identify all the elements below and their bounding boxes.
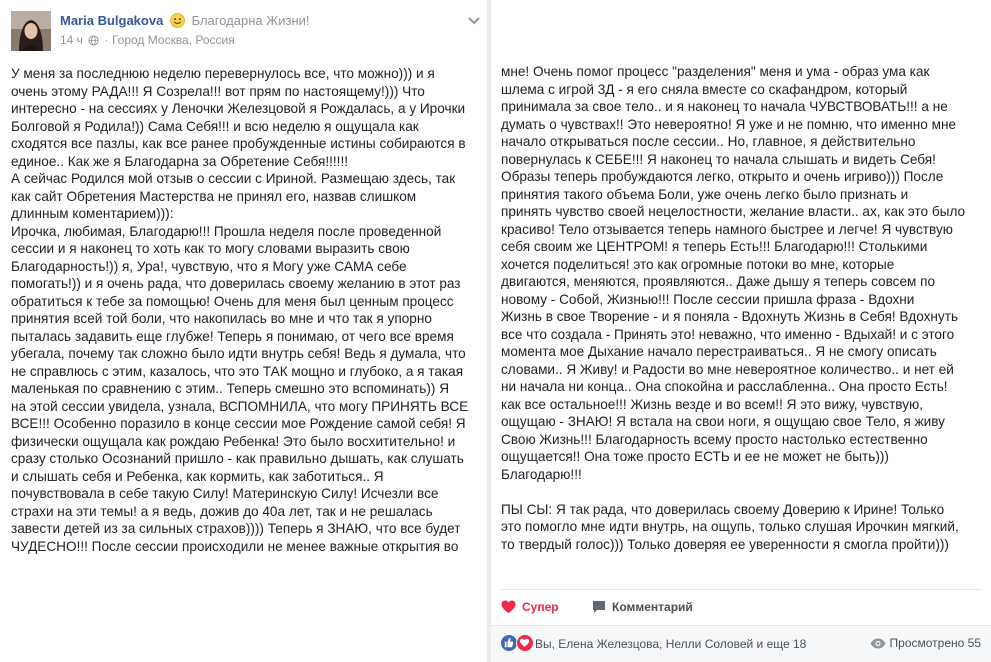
post-header [11,11,481,53]
comment-button[interactable] [592,596,693,618]
author-name[interactable]: Maria Bulgakova [60,13,164,28]
chevron-down-icon[interactable] [467,13,481,23]
like-label: Супер [522,600,559,614]
comment-icon [592,600,606,614]
author-line [60,13,310,31]
reaction-icons[interactable] [500,634,538,652]
post-left-column [0,0,487,662]
divider [501,589,981,590]
post-time[interactable]: 14 ч [60,33,83,47]
post-location[interactable]: Город Москва, Россия [111,33,235,47]
view-count-label: Просмотрено 55 [889,636,981,650]
post-meta: 14 ч · Город Москва, Россия [60,33,235,47]
heart-icon [501,600,516,614]
love-reaction-icon [516,634,534,652]
author-avatar[interactable] [11,11,51,51]
post-body-part-2: мне! Очень помог процесс "разделения" меня и ума - образ ума как шлема с игрой 3Д - я его сняла вместе со скафандром, который принимала за свое тело.. и я наконец то начала ЧУВСТВОВАТЬ!!! а не думать о чувствах!! Это невероятно! Я уже и не помню, что именно мне начало открываться после сессии.. Но, главное, я действительно повернулась к СЕБЕ!!! Я наконец то начала слышать и видеть Себя! Образы теперь пробуждаются легко, открыто и очень игриво))) После принятия такого объема Боли, уже очень легко было признать и принять чувство своей нецелостности, желание власти.. ах, как это было красиво! Тело отзывается теперь намного быстрее и легче! Я чувствую себя своим же ЦЕНТРОМ! я теперь Есть!!! Благодарю!!! Столькими хочется поделиться! это как огромные потоки во мне, которые двигаются, меняются, проявляются.. Даже дышу я теперь совсем по новому - Собой, Жизнью!!! После сессии пришла фраза - Вдохни Жизнь в свое Творение - и я поняла - Вдохнуть Жизнь в Себя! Вдохнуть все что создала - Принять это! неважно, что именно - Вдыхай! и с этого момента мое Дыхание начало перестраиваться.. Я не смогу описать словами.. Я Живу! и Радости во мне невероятное количество.. и нет ей ни начала ни конца.. Она спокойна и расслабленна.. Она просто Есть! как все остальное!!! Жизнь везде и во всем!! Я это вижу, чувствую, ощущаю - ЗНАЮ! Я встала на свои ноги, я ощущаю свое Тело, я живу Свою Жизнь!!! Благодарность всему просто настолько естественно ощущается!! Она тоже просто ЕСТЬ и ее не может не быть))) Благодарю!!! ПЫ СЫ: Я так рада, что доверилась своему Доверию к Ирине! Только это помогло мне идти внутрь, на ощупь, только слушая Ирочкин мягкий, то твердый голос))) Только доверяя ее уверенности я смогла пройти))) [501,64,966,552]
eye-icon [870,638,886,649]
smile-emoji-icon [170,13,185,31]
globe-icon [88,35,99,49]
reactions-bar [491,625,991,662]
post-body-part-1: У меня за последнюю неделю перевернулось все, что можно))) и я очень этому РАДА!!! Я Созрела!!! вот прям по настоящему!))) Что интересно - на сессиях у Леночки Железцовой я Рождалась, а у Ирочки Болговой я Родила!)) Сама Себя!!! и всю неделю я ощущала как сходятся все пазлы, как все ранее пробужденные истины собираются в единое.. Как же я Благодарна за Обретение Себя!!!!!! А сейчас Родился мой отзыв о сессии с Ириной. Размещаю здесь, так как сайт Обретения Мастерства не принял его, назвав слишком длинным коментарием))): Ирочка, любимая, Благодарю!!! Прошла неделя после проведенной сессии и я наконец то хоть как то могу словами выразить свою Благодарность!)) я, Ура!, чувствую, что я Могу уже САМА себе помогать!)) и я очень рада, что доверилась своему желанию в этот раз обратиться к тебе за помощью! Очень для меня был ценным процесс принятия всей той боли, что накопилась во мне и что так я упорно пыталась задавить еще глубже! Теперь я понимаю, от чего все время убегала, почему так сложно было идти внутрь себя! Ведь я думала, что не справлюсь с этим, казалось, что это ТАК мощно и глубоко, а я такая маленькая по сравнению с этим.. Теперь смешно это вспоминать)) Я на этой сессии увидела, узнала, ВСПОМНИЛА, что могу ПРИНЯТЬ ВСЕ ВСЕ!!! Особенно поразило в конце сессии мое Рождение самой себя! Я физически ощущала как рождаю Ребенка! Это было восхитительно! и сразу столько Осознаний пришло - как правильно дышать, как слушать и слышать себя и Ребенка, как кормить, как заботиться.. Я почувствовала в себе такую Силу! Материнскую Силу! Исчезли все страхи на эти темы! а я ведь, дожив до 40а лет, так и не решалась завести детей из за сильных страхов)))) Теперь я ЗНАЮ, что все будет ЧУДЕСНО!!! После сессии происходили не менее важные открытия во [11,66,469,554]
view-count[interactable] [870,636,981,650]
like-button[interactable] [501,596,559,618]
feeling-text: Благодарна Жизни! [191,13,310,28]
post-right-column [491,0,991,662]
reaction-names[interactable]: Вы, Елена Железцова, Нелли Соловей и еще 18 [535,637,807,651]
comment-label: Комментарий [612,600,693,614]
